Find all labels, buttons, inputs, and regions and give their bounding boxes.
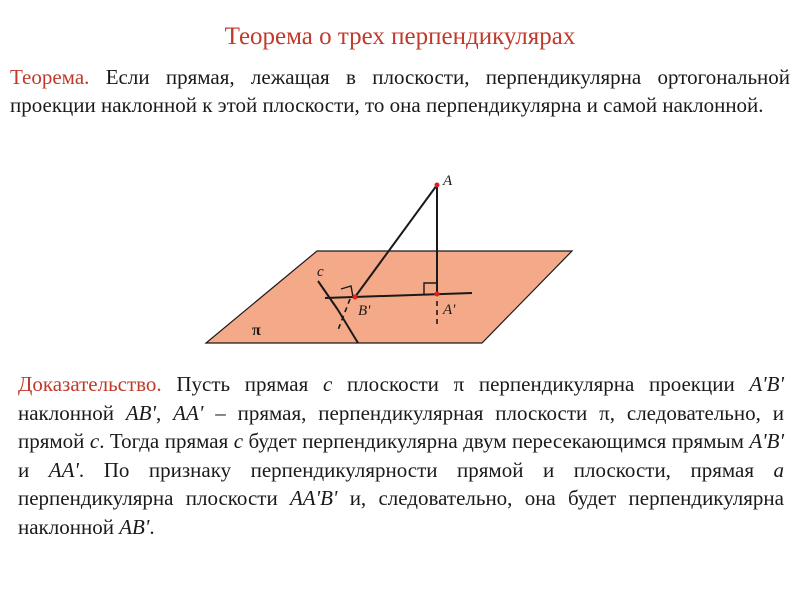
symbol-aab: AA'B' <box>289 486 338 510</box>
point-a <box>435 183 440 188</box>
label-c: c <box>317 264 324 280</box>
proof-segment: плоскости π перпендикулярна проекции <box>332 372 750 396</box>
proof-segment: и <box>18 457 49 482</box>
three-perpendiculars-figure <box>200 163 590 353</box>
symbol-ab: AB' <box>119 514 150 539</box>
proof-label: Доказательство. <box>18 372 162 396</box>
proof-segment: . Тогда прямая <box>99 429 234 453</box>
label-a: A <box>443 173 453 189</box>
proof-segment: Пусть прямая <box>161 372 323 396</box>
proof-text <box>18 370 784 541</box>
proof-segment: наклонной <box>18 400 126 425</box>
proof-segment: будет перпендикулярна двум пересекающимся прямым <box>243 429 750 453</box>
point-b-prime <box>353 295 358 300</box>
figure-svg <box>200 163 590 353</box>
symbol-aa: AA' <box>173 400 204 425</box>
page-title: Теорема о трех перпендикулярах <box>224 23 576 50</box>
symbol-a-b: A'B' <box>749 429 784 453</box>
proof-segment: – прямая, перпендикулярная плоскости π, следовательно, и прямой <box>18 400 785 453</box>
symbol-c: c <box>322 372 333 396</box>
label-a-prime: A' <box>443 302 456 318</box>
proof-segment: . По признаку перпендикулярности прямой и плоскости, прямая <box>78 457 774 482</box>
theorem-text: Если прямая, лежащая в плоскости, перпендикулярна ортогональной проекции наклонной к этой плоскости, то она перпендикулярна и самой наклонной. <box>10 65 790 117</box>
symbol-c: c <box>233 429 244 453</box>
symbol-a-b: A'B' <box>749 372 784 396</box>
label-b-prime: B' <box>358 303 371 319</box>
proof-segment: перпендикулярна плоскости <box>18 486 290 510</box>
symbol-ab: AB' <box>125 400 157 425</box>
plane-pi <box>206 251 572 343</box>
proof-segment: и, следовательно, она будет перпендикулярна наклонной <box>18 486 784 539</box>
proof-segment: , <box>156 400 174 425</box>
symbol-c: c <box>89 429 100 453</box>
theorem-label: Теорема. <box>10 65 90 89</box>
symbol-a: a <box>773 457 784 482</box>
symbol-aa: AA' <box>48 457 79 482</box>
proof-segment: . <box>149 514 155 539</box>
theorem-statement <box>10 63 790 119</box>
point-a-prime <box>435 292 440 297</box>
label-pi: π <box>252 322 261 339</box>
